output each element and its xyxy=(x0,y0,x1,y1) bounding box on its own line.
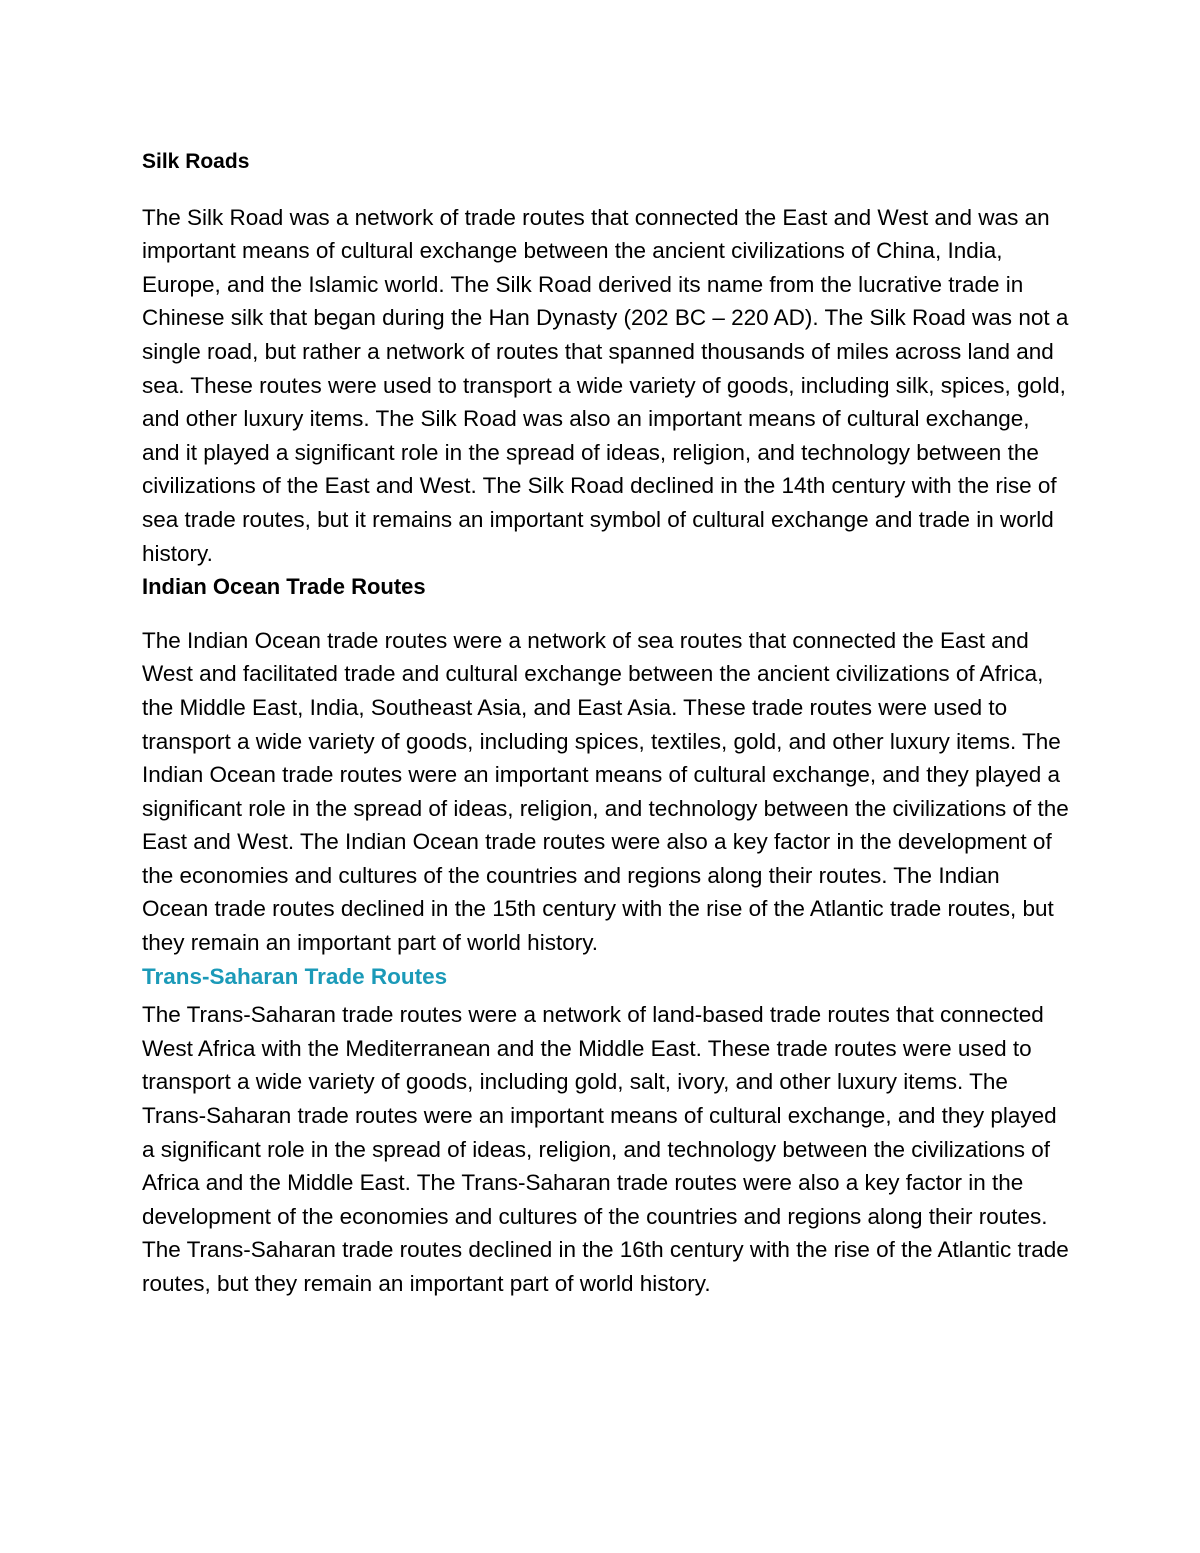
document-page xyxy=(142,145,1072,1301)
section-body-trans-saharan: The Trans-Saharan trade routes were a network of land-based trade routes that connected West Africa with the Mediterranean and the Middle East. These trade routes were used to transport a wide variety of goods, including gold, salt, ivory, and other luxury items. The Trans-Saharan trade routes were an important means of cultural exchange, and they played a significant role in the spread of ideas, religion, and technology between the civilizations of Africa and the Middle East. The Trans-Saharan trade routes were also a key factor in the development of the economies and cultures of the countries and regions along their routes. The Trans-Saharan trade routes declined in the 16th century with the rise of the Atlantic trade routes, but they remain an important part of world history. xyxy=(142,1002,1069,1296)
section-heading-indian-ocean: Indian Ocean Trade Routes xyxy=(142,574,426,600)
section-body-silk-roads: The Silk Road was a network of trade routes that connected the East and West and was an important means of cultural exchange between the ancient civilizations of China, India, Europe, and the Islamic world. The Silk Road derived its name from the lucrative trade in Chinese silk that began during the Han Dynasty (202 BC – 220 AD). The Silk Road was not a single road, but rather a network of routes that spanned thousands of miles across land and sea. These routes were used to transport a wide variety of goods, including silk, spices, gold, and other luxury items. The Silk Road was also an important means of cultural exchange, and it played a significant role in the spread of ideas, religion, and technology between the civilizations of the East and West. The Silk Road declined in the 14th century with the rise of sea trade routes, but it remains an important symbol of cultural exchange and trade in world history. xyxy=(142,204,1069,566)
section-heading-silk-roads: Silk Roads xyxy=(142,150,250,173)
section-heading-trans-saharan: Trans-Saharan Trade Routes xyxy=(142,963,448,989)
section-body-indian-ocean: The Indian Ocean trade routes were a network of sea routes that connected the East and West and facilitated trade and cultural exchange between the ancient civilizations of Africa, the Middle East, India, Southeast Asia, and East Asia. These trade routes were used to transport a wide variety of goods, including spices, textiles, gold, and other luxury items. The Indian Ocean trade routes were an important means of cultural exchange, and they played a significant role in the spread of ideas, religion, and technology between the civilizations of the East and West. The Indian Ocean trade routes were also a key factor in the development of the economies and cultures of the countries and regions along their routes. The Indian Ocean trade routes declined in the 15th century with the rise of the Atlantic trade routes, but they remain an important part of world history. xyxy=(142,627,1069,956)
